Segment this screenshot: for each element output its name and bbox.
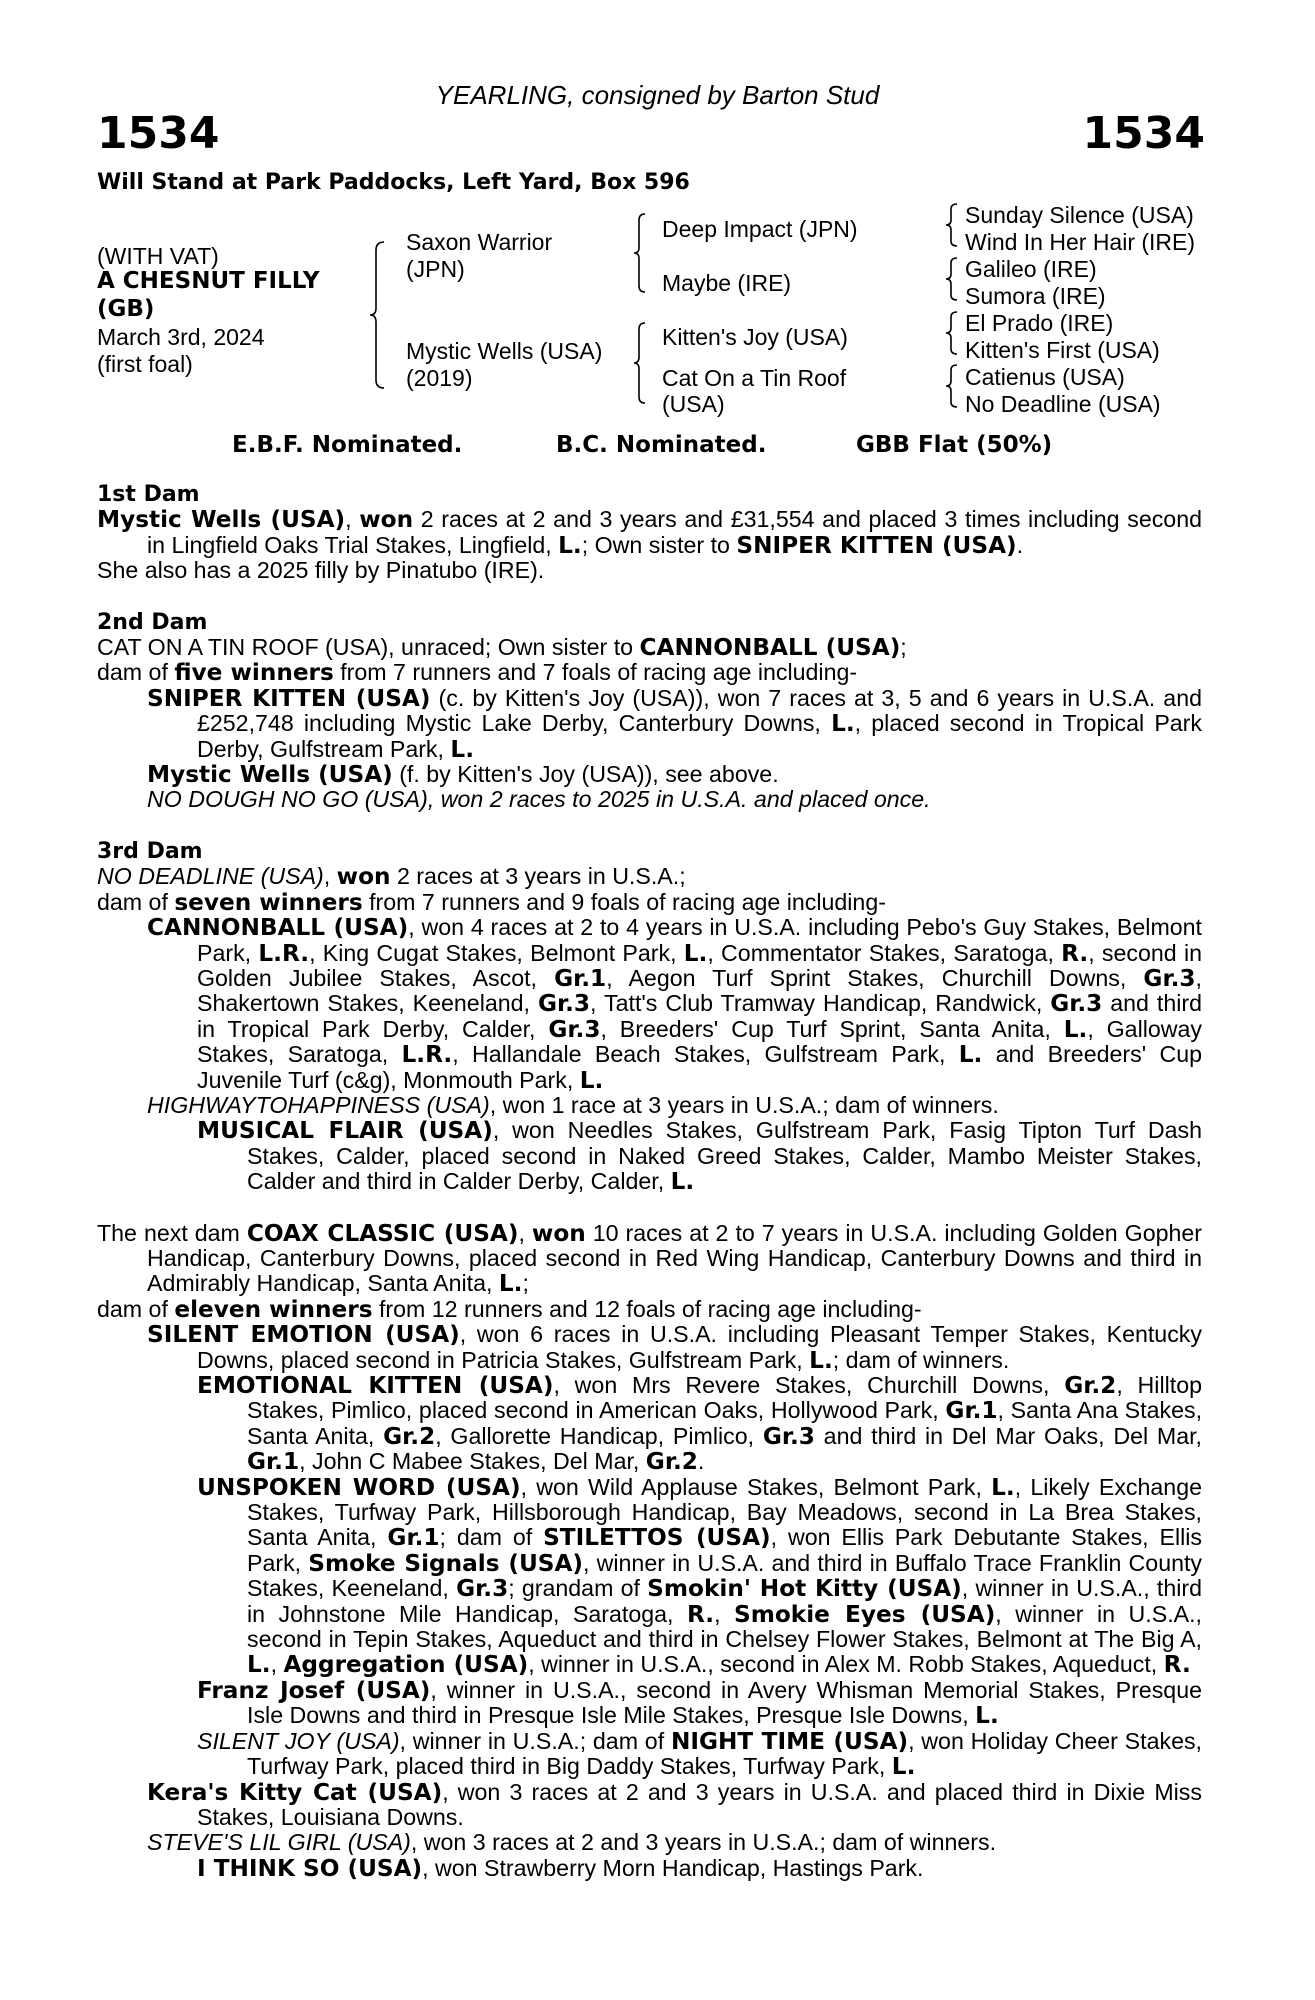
first-dam-heading: 1st Dam xyxy=(97,482,200,507)
entry-text: ; xyxy=(900,634,907,661)
race-grade: L. xyxy=(670,1168,695,1196)
entry-text: dam of xyxy=(97,1295,175,1322)
race-grade: Gr.2 xyxy=(645,1448,698,1476)
dam-dam-country: (USA) xyxy=(662,391,725,417)
horse-name: Mystic Wells (USA) xyxy=(97,506,346,534)
pedigree-bracket-g3-1 xyxy=(944,202,960,248)
entry-text: , won 3 races at 2 and 3 years in U.S.A.; dam of winners. xyxy=(410,1829,997,1856)
dam-details xyxy=(97,482,1202,1881)
horse-name: Kera's Kitty Cat (USA) xyxy=(147,1778,443,1806)
won-label: won xyxy=(359,506,414,534)
first-dam-entry: Mystic Wells (USA), won 2 races at 2 and 3 years and £31,554 and placed 3 times including second in Lingfield Oaks Trial Stakes, Lingfield, L.; Own sister to SNIPER KITTEN (USA). xyxy=(97,506,1202,559)
third-dam-produce xyxy=(97,890,1202,915)
race-grade: Gr.2 xyxy=(383,1422,436,1450)
race-grade: L. xyxy=(809,1346,833,1374)
sire-dam: Maybe (IRE) xyxy=(662,270,792,296)
entry-text: , Hilltop Stakes, Pimlico, placed second in American Oaks, Hollywood Park, xyxy=(247,1372,1202,1424)
winners-count: seven winners xyxy=(174,888,363,916)
ancestor-g3-7: Catienus (USA) xyxy=(965,364,1125,390)
entry-text: , won 3 races at 2 and 3 years in U.S.A. and placed third in Dixie Miss Stakes, Louisiana Downs. xyxy=(197,1778,1202,1830)
entry-text: from 7 runners and 7 foals of racing age including- xyxy=(333,659,858,686)
entry-text: and third in Tropical Park Derby, Calder, xyxy=(197,990,1203,1042)
entry-text: , won 1 race at 3 years in U.S.A.; dam of winners. xyxy=(489,1091,999,1118)
horse-name: SNIPER KITTEN (USA) xyxy=(736,531,1017,559)
entry-text: , won Holiday Cheer Stakes, Turfway Park, placed third in Big Daddy Stakes, Turfway Park, xyxy=(247,1727,1202,1780)
entry-text: , won Wild Applause Stakes, Belmont Park, xyxy=(520,1473,992,1500)
horse-name: A CHESNUT FILLY xyxy=(97,268,320,294)
entry-text: , won 6 races in U.S.A. including Pleasant Temper Stakes, Kentucky Downs, placed second in Patricia Stakes, Gulfstream Park, xyxy=(197,1321,1202,1373)
consignor-line: YEARLING, consigned by Barton Stud xyxy=(435,80,880,110)
dam-dam: Cat On a Tin Roof xyxy=(662,365,847,391)
race-grade: L. xyxy=(1063,1015,1088,1043)
entry-text: , John C Mabee Stakes, Del Mar, xyxy=(299,1448,646,1475)
horse-name: EMOTIONAL KITTEN (USA) xyxy=(197,1372,554,1399)
race-grade: Gr.3 xyxy=(537,990,591,1018)
entry-text: , winner in U.S.A., second in Avery Whisman Memorial Stakes, Presque Isle Downs and third in Presque Isle Mile Stakes, Presque Isle Downs, xyxy=(247,1676,1202,1729)
entry-text: (f. by Kitten's Joy (USA)), see above. xyxy=(392,761,779,788)
pedigree-bracket-dam xyxy=(632,321,648,405)
race-grade: Gr.1 xyxy=(247,1448,300,1476)
race-grade: R. xyxy=(1061,939,1089,967)
stand-location: Will Stand at Park Paddocks, Left Yard, Box 596 xyxy=(97,170,690,195)
won-label: won xyxy=(531,1219,586,1247)
horse-name: COAX CLASSIC (USA) xyxy=(246,1219,519,1247)
entry-text: . xyxy=(1016,531,1024,558)
horse-name: CANNONBALL (USA) xyxy=(147,914,409,942)
bc-nomination: B.C. Nominated. xyxy=(556,432,767,458)
sire-name: Saxon Warrior xyxy=(406,229,553,255)
entry-text: , won Ellis Park Debutante Stakes, Ellis Park, xyxy=(247,1524,1203,1576)
produce-entry xyxy=(97,1322,1202,1373)
race-grade: L. xyxy=(558,531,582,559)
race-grade: L. xyxy=(579,1066,604,1094)
race-grade: L. xyxy=(247,1651,271,1679)
entry-text: from 7 runners and 9 foals of racing age including- xyxy=(362,888,886,915)
horse-name: Smoke Signals (USA) xyxy=(308,1549,584,1577)
first-foal-note: (first foal) xyxy=(97,351,193,377)
entry-text: , winner in U.S.A., third in Johnstone Mile Handicap, Saratoga, xyxy=(247,1575,1203,1627)
produce-entry xyxy=(97,915,1202,1093)
race-grade: Gr.1 xyxy=(387,1524,440,1552)
horse-name: Smokin' Hot Kitty (USA) xyxy=(647,1575,962,1603)
produce-entry xyxy=(97,1729,1202,1780)
entry-text: , xyxy=(323,863,337,890)
horse-name: I THINK SO (USA) xyxy=(197,1854,423,1882)
entry-text: , Tatt's Club Tramway Handicap, Randwick, xyxy=(590,990,1051,1017)
entry-text: The next dam xyxy=(97,1219,247,1246)
race-grade: Gr.3 xyxy=(548,1015,601,1043)
entry-text: , King Cugat Stakes, Belmont Park, xyxy=(309,939,684,966)
entry-text: . xyxy=(697,1448,705,1475)
entry-text: and third in Del Mar Oaks, Del Mar, xyxy=(814,1422,1202,1449)
entry-text: , winner in U.S.A.; dam of xyxy=(399,1727,671,1754)
entry-text: ; dam of winners. xyxy=(832,1346,1010,1373)
horse-name: Smokie Eyes (USA) xyxy=(734,1600,996,1628)
entry-text: , xyxy=(270,1651,284,1678)
race-grade: Gr.1 xyxy=(945,1397,998,1425)
race-grade: L. xyxy=(975,1702,999,1730)
entry-text: 2 races at 3 years in U.S.A.; xyxy=(390,863,686,890)
ebf-nomination: E.B.F. Nominated. xyxy=(232,432,463,458)
horse-name: CANNONBALL (USA) xyxy=(639,634,901,662)
entry-text: , Hallandale Beach Stakes, Gulfstream Park, xyxy=(452,1041,959,1068)
produce-entry xyxy=(97,1373,1202,1475)
entry-text: , won 4 races at 2 to 4 years in U.S.A. including Pebo's Guy Stakes, Belmont Park, xyxy=(197,914,1202,966)
entry-text: from 12 runners and 12 foals of racing age including- xyxy=(372,1295,922,1322)
produce-entry xyxy=(97,1118,1202,1194)
horse-name: Franz Josef (USA) xyxy=(197,1676,431,1704)
produce-entry xyxy=(97,1093,1202,1118)
entry-text: , Breeders' Cup Turf Sprint, Santa Anita, xyxy=(600,1015,1064,1042)
horse-name: Mystic Wells (USA) xyxy=(147,761,393,789)
entry-text: (c. by Kitten's Joy (USA)), won 7 races at 3, 5 and 6 years in U.S.A. and £252,748 including Mystic Lake Derby, Canterbury Downs, xyxy=(197,684,1202,737)
dam-year: (2019) xyxy=(406,365,473,391)
entry-text: , winner in U.S.A., second in Alex M. Robb Stakes, Aqueduct, xyxy=(528,1651,1164,1678)
entry-text: , Commentator Stakes, Saratoga, xyxy=(707,939,1062,966)
race-grade: L. xyxy=(991,1473,1015,1501)
ancestor-g3-5: El Prado (IRE) xyxy=(965,310,1114,336)
produce-entry xyxy=(97,1830,1202,1855)
third-dam-heading: 3rd Dam xyxy=(97,838,203,864)
entry-text: , Shakertown Stakes, Keeneland, xyxy=(197,964,1202,1017)
entry-text: dam of xyxy=(97,659,175,686)
race-grade: L. xyxy=(831,710,855,738)
race-grade: R. xyxy=(1163,1651,1191,1679)
dam-name: Mystic Wells (USA) xyxy=(406,338,603,364)
next-dam-entry xyxy=(97,1221,1202,1297)
produce-entry xyxy=(97,1678,1202,1729)
entry-text: , Santa Ana Stakes, Santa Anita, xyxy=(247,1397,1203,1449)
pedigree-bracket-g3-2 xyxy=(944,256,960,302)
horse-name: SILENT JOY (USA) xyxy=(197,1727,400,1754)
ancestor-g3-1: Sunday Silence (USA) xyxy=(965,202,1194,228)
sire-sire: Deep Impact (JPN) xyxy=(662,216,858,242)
second-dam-heading: 2nd Dam xyxy=(97,609,208,635)
pedigree-bracket-g3-4 xyxy=(944,363,960,409)
next-dam-produce xyxy=(97,1297,1202,1322)
won-label: won xyxy=(336,863,391,891)
produce-entry: NO DOUGH NO GO (USA), won 2 races to 2025 in U.S.A. and placed once. xyxy=(147,786,931,813)
entry-text: , Aegon Turf Sprint Stakes, Churchill Downs, xyxy=(606,964,1144,991)
entry-text: , xyxy=(714,1600,735,1627)
produce-entry xyxy=(97,1856,1202,1881)
entry-text: , second in Golden Jubilee Stakes, Ascot, xyxy=(197,939,1203,991)
horse-name: SNIPER KITTEN (USA) xyxy=(147,684,431,712)
produce-entry xyxy=(97,762,1202,787)
entry-text: 2 races at 2 and 3 years and £31,554 and placed 3 times including second in Lingfield Oaks Trial Stakes, Lingfield, xyxy=(147,506,1202,558)
entry-text: ; dam of xyxy=(439,1524,544,1551)
ancestor-g3-6: Kitten's First (USA) xyxy=(965,337,1160,363)
entry-text: , won Mrs Revere Stakes, Churchill Downs, xyxy=(553,1372,1065,1398)
race-grade: Gr.3 xyxy=(762,1422,815,1450)
winners-count: five winners xyxy=(174,659,334,687)
entry-text: and Breeders' Cup Juvenile Turf (c&g), Monmouth Park, xyxy=(197,1041,1202,1093)
horse-name: UNSPOKEN WORD (USA) xyxy=(197,1473,521,1501)
second-dam-entry xyxy=(97,635,1202,660)
race-grade: Gr.3 xyxy=(1050,990,1103,1018)
gbb-flat: GBB Flat (50%) xyxy=(856,432,1053,458)
entry-text: 10 races at 2 to 7 years in U.S.A. including Golden Gopher Handicap, Canterbury Downs, placed second in Red Wing Handicap, Canterbury Downs and third in Admirably Handicap, Santa Anita, xyxy=(147,1219,1203,1297)
horse-name: STILETTOS (USA) xyxy=(543,1524,771,1552)
entry-text: , Gallorette Handicap, Pimlico, xyxy=(435,1422,763,1449)
entry-text: , Galloway Stakes, Saratoga, xyxy=(197,1015,1203,1068)
lot-number-left: 1534 xyxy=(97,108,220,159)
race-grade: R. xyxy=(686,1600,715,1628)
produce-entry xyxy=(97,1475,1202,1678)
ancestor-g3-3: Galileo (IRE) xyxy=(965,256,1097,282)
race-grade: L. xyxy=(450,735,475,763)
dam-sire: Kitten's Joy (USA) xyxy=(662,324,848,350)
entry-text: , Likely Exchange Stakes, Turfway Park, Hillsborough Handicap, Bay Meadows, second in La Brea Stakes, Santa Anita, xyxy=(247,1473,1202,1551)
race-grade: L.R. xyxy=(401,1041,453,1069)
race-grade: Gr.3 xyxy=(456,1575,509,1603)
horse-name: STEVE'S LIL GIRL (USA) xyxy=(147,1829,411,1856)
entry-text: , won Strawberry Morn Handicap, Hastings Park. xyxy=(422,1854,924,1881)
pedigree-bracket-main xyxy=(368,240,388,390)
race-grade: L. xyxy=(958,1041,983,1069)
third-dam-entry xyxy=(97,864,1202,889)
first-dam-note: She also has a 2025 filly by Pinatubo (IRE). xyxy=(97,557,545,584)
race-grade: Gr.1 xyxy=(554,964,607,992)
race-grade: L. xyxy=(891,1753,916,1781)
ancestor-g3-8: No Deadline (USA) xyxy=(965,391,1161,417)
produce-entry xyxy=(97,1780,1202,1831)
race-grade: L.R. xyxy=(258,939,310,967)
winners-count: eleven winners xyxy=(174,1295,373,1323)
second-dam-produce xyxy=(97,660,1202,685)
horse-name-country: (GB) xyxy=(97,296,155,322)
pedigree-bracket-g3-3 xyxy=(944,310,960,356)
race-grade: L. xyxy=(498,1270,523,1298)
foaling-date: March 3rd, 2024 xyxy=(97,324,265,350)
entry-text: , won Needles Stakes, Gulfstream Park, Fasig Tipton Turf Dash Stakes, Calder, placed second in Naked Greed Stakes, Calder, Mambo Meister Stakes, Calder and third in Calder Derby, Calder, xyxy=(247,1117,1203,1195)
race-grade: Gr.3 xyxy=(1143,964,1196,992)
entry-text: ; Own sister to xyxy=(581,531,737,558)
race-grade: L. xyxy=(683,939,708,967)
horse-name: HIGHWAYTOHAPPINESS (USA) xyxy=(147,1091,490,1118)
entry-text: , winner in U.S.A., second in Tepin Stakes, Aqueduct and third in Chelsey Flower Stakes, Belmont at The Big A, xyxy=(247,1600,1202,1653)
ancestor-g3-2: Wind In Her Hair (IRE) xyxy=(965,229,1196,255)
entry-text: , winner in U.S.A. and third in Buffalo Trace Franklin County Stakes, Keeneland, xyxy=(247,1549,1203,1602)
horse-name: Aggregation (USA) xyxy=(283,1651,529,1679)
entry-text: , placed second in Tropical Park Derby, Gulfstream Park, xyxy=(197,710,1203,762)
sire-country: (JPN) xyxy=(406,256,465,282)
entry-text: dam of xyxy=(97,888,175,915)
horse-name: MUSICAL FLAIR (USA) xyxy=(197,1117,493,1145)
horse-name: NO DEADLINE (USA) xyxy=(97,863,324,890)
horse-name: SILENT EMOTION (USA) xyxy=(147,1321,460,1349)
lot-number-right: 1534 xyxy=(1082,108,1205,159)
horse-name: NIGHT TIME (USA) xyxy=(670,1727,909,1755)
pedigree-bracket-sire xyxy=(632,212,648,294)
race-grade: Gr.2 xyxy=(1064,1372,1117,1399)
entry-text: , xyxy=(518,1219,532,1246)
produce-entry xyxy=(97,686,1202,762)
entry-text: ; grandam of xyxy=(508,1575,648,1602)
entry-text: CAT ON A TIN ROOF (USA), unraced; Own sister to xyxy=(97,634,640,661)
ancestor-g3-4: Sumora (IRE) xyxy=(965,283,1106,309)
entry-text: ; xyxy=(522,1270,529,1297)
vat-note: (WITH VAT) xyxy=(97,243,219,269)
